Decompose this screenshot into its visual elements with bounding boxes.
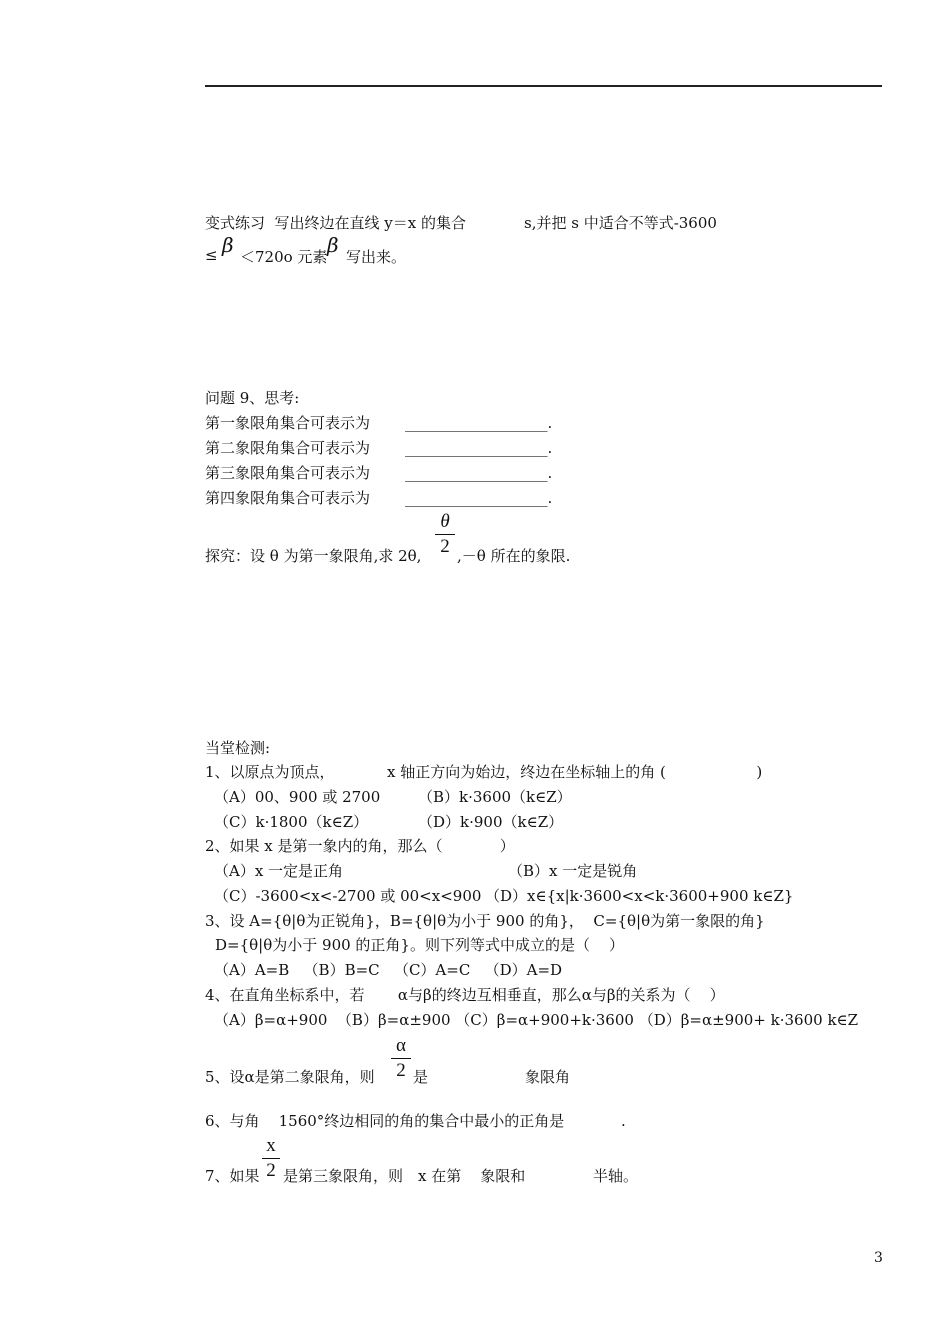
- q1-option-d: （D）k·900（k∈Z）: [418, 813, 564, 831]
- variant-line2-mid: ＜720o 元素: [240, 248, 328, 266]
- fraction-numerator: α: [396, 1035, 406, 1056]
- q2-option-a: （A）x 一定是正角: [214, 862, 344, 880]
- fraction-bar: [262, 1158, 280, 1159]
- explore-text-a: 探究：设 θ 为第一象限角,求 2θ,: [205, 547, 422, 565]
- q7-text-a: 7、如果: [205, 1167, 260, 1185]
- fraction-bar: [391, 1058, 411, 1059]
- q7-text-c: x 在第 象限和: [418, 1167, 526, 1185]
- q2-option-c: （C）-3600<x<-2700 或 00<x<900: [214, 887, 482, 905]
- fraction-denominator: 2: [440, 536, 450, 557]
- q3-stem-line2: D={θ|θ为小于 900 的正角}。则下列等式中成立的是（ ）: [215, 936, 625, 954]
- quadrant4-blank: ___________________.: [405, 489, 553, 507]
- quadrant2-label: 第二象限角集合可表示为: [205, 439, 371, 457]
- fraction-denominator: 2: [396, 1060, 406, 1081]
- theta-over-2-fraction: [435, 512, 455, 557]
- header-rule: [205, 85, 882, 87]
- variant-line1-a: 变式练习 写出终边在直线 y＝x 的集合: [205, 214, 467, 232]
- q3-stem-line1: 3、设 A={θ|θ为正锐角}，B={θ|θ为小于 900 的角}， C={θ|θ为第一象限的角}: [205, 912, 765, 930]
- beta-symbol: β: [222, 233, 234, 257]
- q5-text-c: 象限角: [525, 1068, 571, 1086]
- quadrant1-label: 第一象限角集合可表示为: [205, 414, 371, 432]
- q5-text-a: 5、设α是第二象限角，则: [205, 1068, 375, 1086]
- q1-option-a: （A）00、900 或 2700: [214, 788, 381, 806]
- quadrant1-blank: ___________________.: [405, 414, 553, 432]
- q6-text: 6、与角 1560°终边相同的角的集合中最小的正角是: [205, 1112, 565, 1130]
- alpha-over-2-fraction: [391, 1036, 411, 1081]
- variant-line1-b: s,并把 s 中适合不等式-3600: [524, 214, 717, 232]
- q5-text-b: 是: [413, 1068, 429, 1086]
- fraction-numerator: θ: [440, 511, 450, 532]
- leq-symbol: ≤: [205, 246, 218, 264]
- fraction-denominator: 2: [266, 1160, 276, 1181]
- q7-text-d: 半轴。: [593, 1167, 639, 1185]
- fraction-numerator: x: [266, 1135, 276, 1156]
- q2-option-b: （B）x 一定是锐角: [508, 862, 638, 880]
- q7-text-b: 是第三象限角，则: [283, 1167, 404, 1185]
- q3-options: （A）A=B （B）B=C （C）A=C （D）A=D: [214, 961, 563, 979]
- quadrant3-blank: ___________________.: [405, 464, 553, 482]
- quiz-title: 当堂检测:: [205, 739, 271, 757]
- x-over-2-fraction: [262, 1136, 280, 1181]
- quadrant4-label: 第四象限角集合可表示为: [205, 489, 371, 507]
- q1-stem: 1、以原点为顶点， x 轴正方向为始边，终边在坐标轴上的角 ( ): [205, 763, 763, 781]
- q4-stem: 4、在直角坐标系中，若 α与β的终边互相垂直，那么α与β的关系为（ ）: [205, 986, 725, 1004]
- problem9-title: 问题 9、思考:: [205, 389, 300, 407]
- q2-option-d: （D）x∈{x|k·3600<x<k·3600+900 k∈Z}: [485, 887, 794, 905]
- page-number: 3: [874, 1250, 883, 1266]
- quadrant3-label: 第三象限角集合可表示为: [205, 464, 371, 482]
- fraction-bar: [435, 534, 455, 535]
- beta-symbol-2: β: [327, 233, 339, 257]
- variant-line2-end: 写出来。: [346, 248, 407, 266]
- explore-text-b: ,－θ 所在的象限.: [457, 547, 571, 565]
- q1-option-c: （C）k·1800（k∈Z）: [214, 813, 369, 831]
- q1-option-b: （B）k·3600（k∈Z）: [418, 788, 572, 806]
- quadrant2-blank: ___________________.: [405, 439, 553, 457]
- q6-period: .: [621, 1112, 626, 1130]
- q2-stem: 2、如果 x 是第一象内的角，那么（ ）: [205, 837, 515, 855]
- q4-options: （A）β=α+900 （B）β=α±900 （C）β=α+900+k·3600 （D）β=α±900+ k·3600 k∈Z: [214, 1011, 859, 1029]
